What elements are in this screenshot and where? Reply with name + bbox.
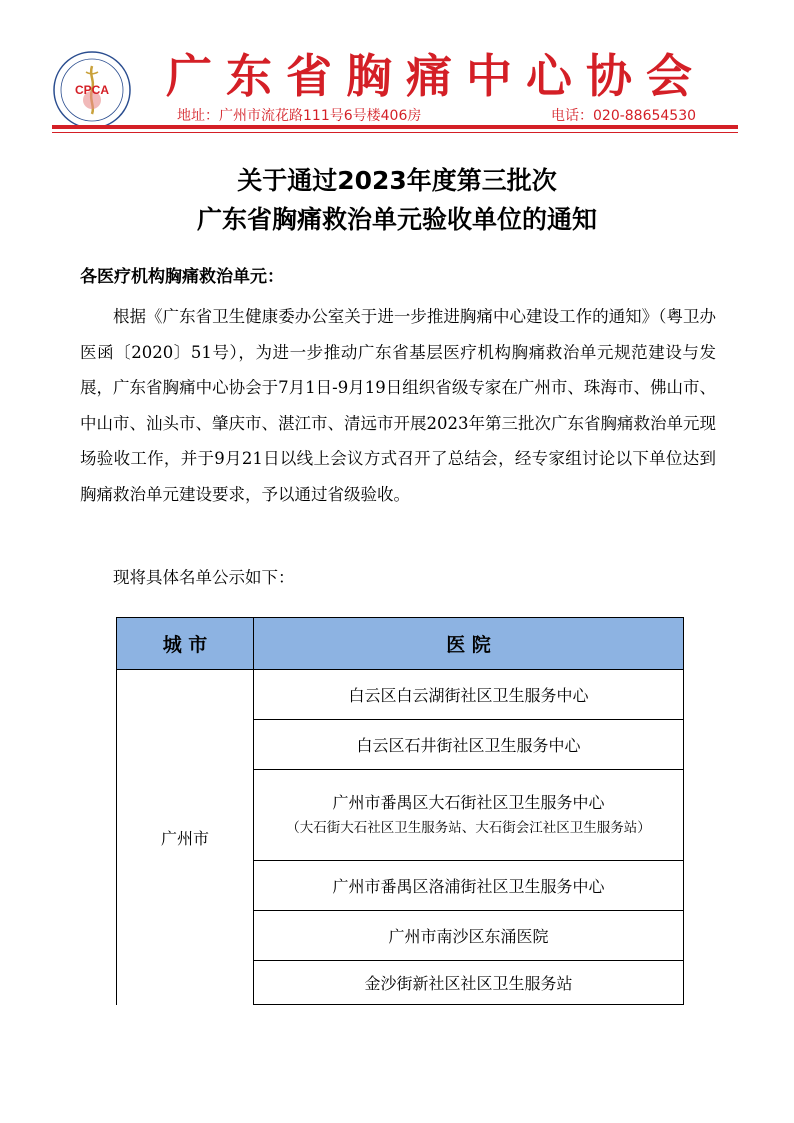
address: 地址：广州市流花路111号6号楼406房 bbox=[177, 108, 422, 124]
hospital-subsites: （大石街大石社区卫生服务站、大石街会江社区卫生服务站） bbox=[286, 820, 651, 836]
header-hospital: 医 院 bbox=[254, 618, 684, 670]
cpca-logo-icon bbox=[52, 50, 132, 130]
hospital-name: 广州市番禺区大石街社区卫生服务中心 bbox=[332, 793, 605, 812]
org-name: 广东省胸痛中心协会 bbox=[166, 49, 706, 103]
hospital-cell: 广州市番禺区洛浦街社区卫生服务中心 bbox=[254, 861, 684, 911]
hospital-cell: 广州市南沙区东涌医院 bbox=[254, 911, 684, 961]
table-header-row bbox=[117, 618, 684, 670]
hospital-table bbox=[116, 617, 684, 1005]
hospital-cell: 金沙街新社区社区卫生服务站 bbox=[254, 961, 684, 1005]
hospital-cell: 白云区白云湖街社区卫生服务中心 bbox=[254, 670, 684, 720]
document-title-line1: 关于通过2023年度第三批次 bbox=[237, 166, 557, 195]
header-divider bbox=[52, 125, 738, 129]
document-title-line2: 广东省胸痛救治单元验收单位的通知 bbox=[196, 205, 597, 234]
hospital-cell bbox=[254, 770, 684, 861]
header-divider-thin bbox=[52, 132, 738, 133]
body-paragraph: 根据《广东省卫生健康委办公室关于进一步推进胸痛中心建设工作的通知》（粤卫办医函〔2020〕51号），为进一步推动广东省基层医疗机构胸痛救治单元规范建设与发展，广东省胸痛中心协会于7月1日-9月19日组织省级专家在广州市、珠海市、佛山市、中山市、汕头市、肇庆市、湛江市、清远市开展2023年第三批次广东省胸痛救治单元现场验收工作，并于9月21日以线上会议方式召开了总结会，经专家组讨论以下单位达到胸痛救治单元建设要求，予以通过省级验收。 bbox=[80, 307, 716, 504]
hospital-cell: 白云区石井街社区卫生服务中心 bbox=[254, 720, 684, 770]
city-cell: 广州市 bbox=[117, 670, 254, 1005]
logo-text: CPCA bbox=[74, 83, 110, 97]
table-row bbox=[117, 670, 684, 720]
header-city: 城 市 bbox=[117, 618, 254, 670]
salutation: 各医疗机构胸痛救治单元： bbox=[80, 267, 284, 287]
phone: 电话：020-88654530 bbox=[551, 108, 697, 124]
list-intro: 现将具体名单公示如下： bbox=[113, 568, 295, 587]
